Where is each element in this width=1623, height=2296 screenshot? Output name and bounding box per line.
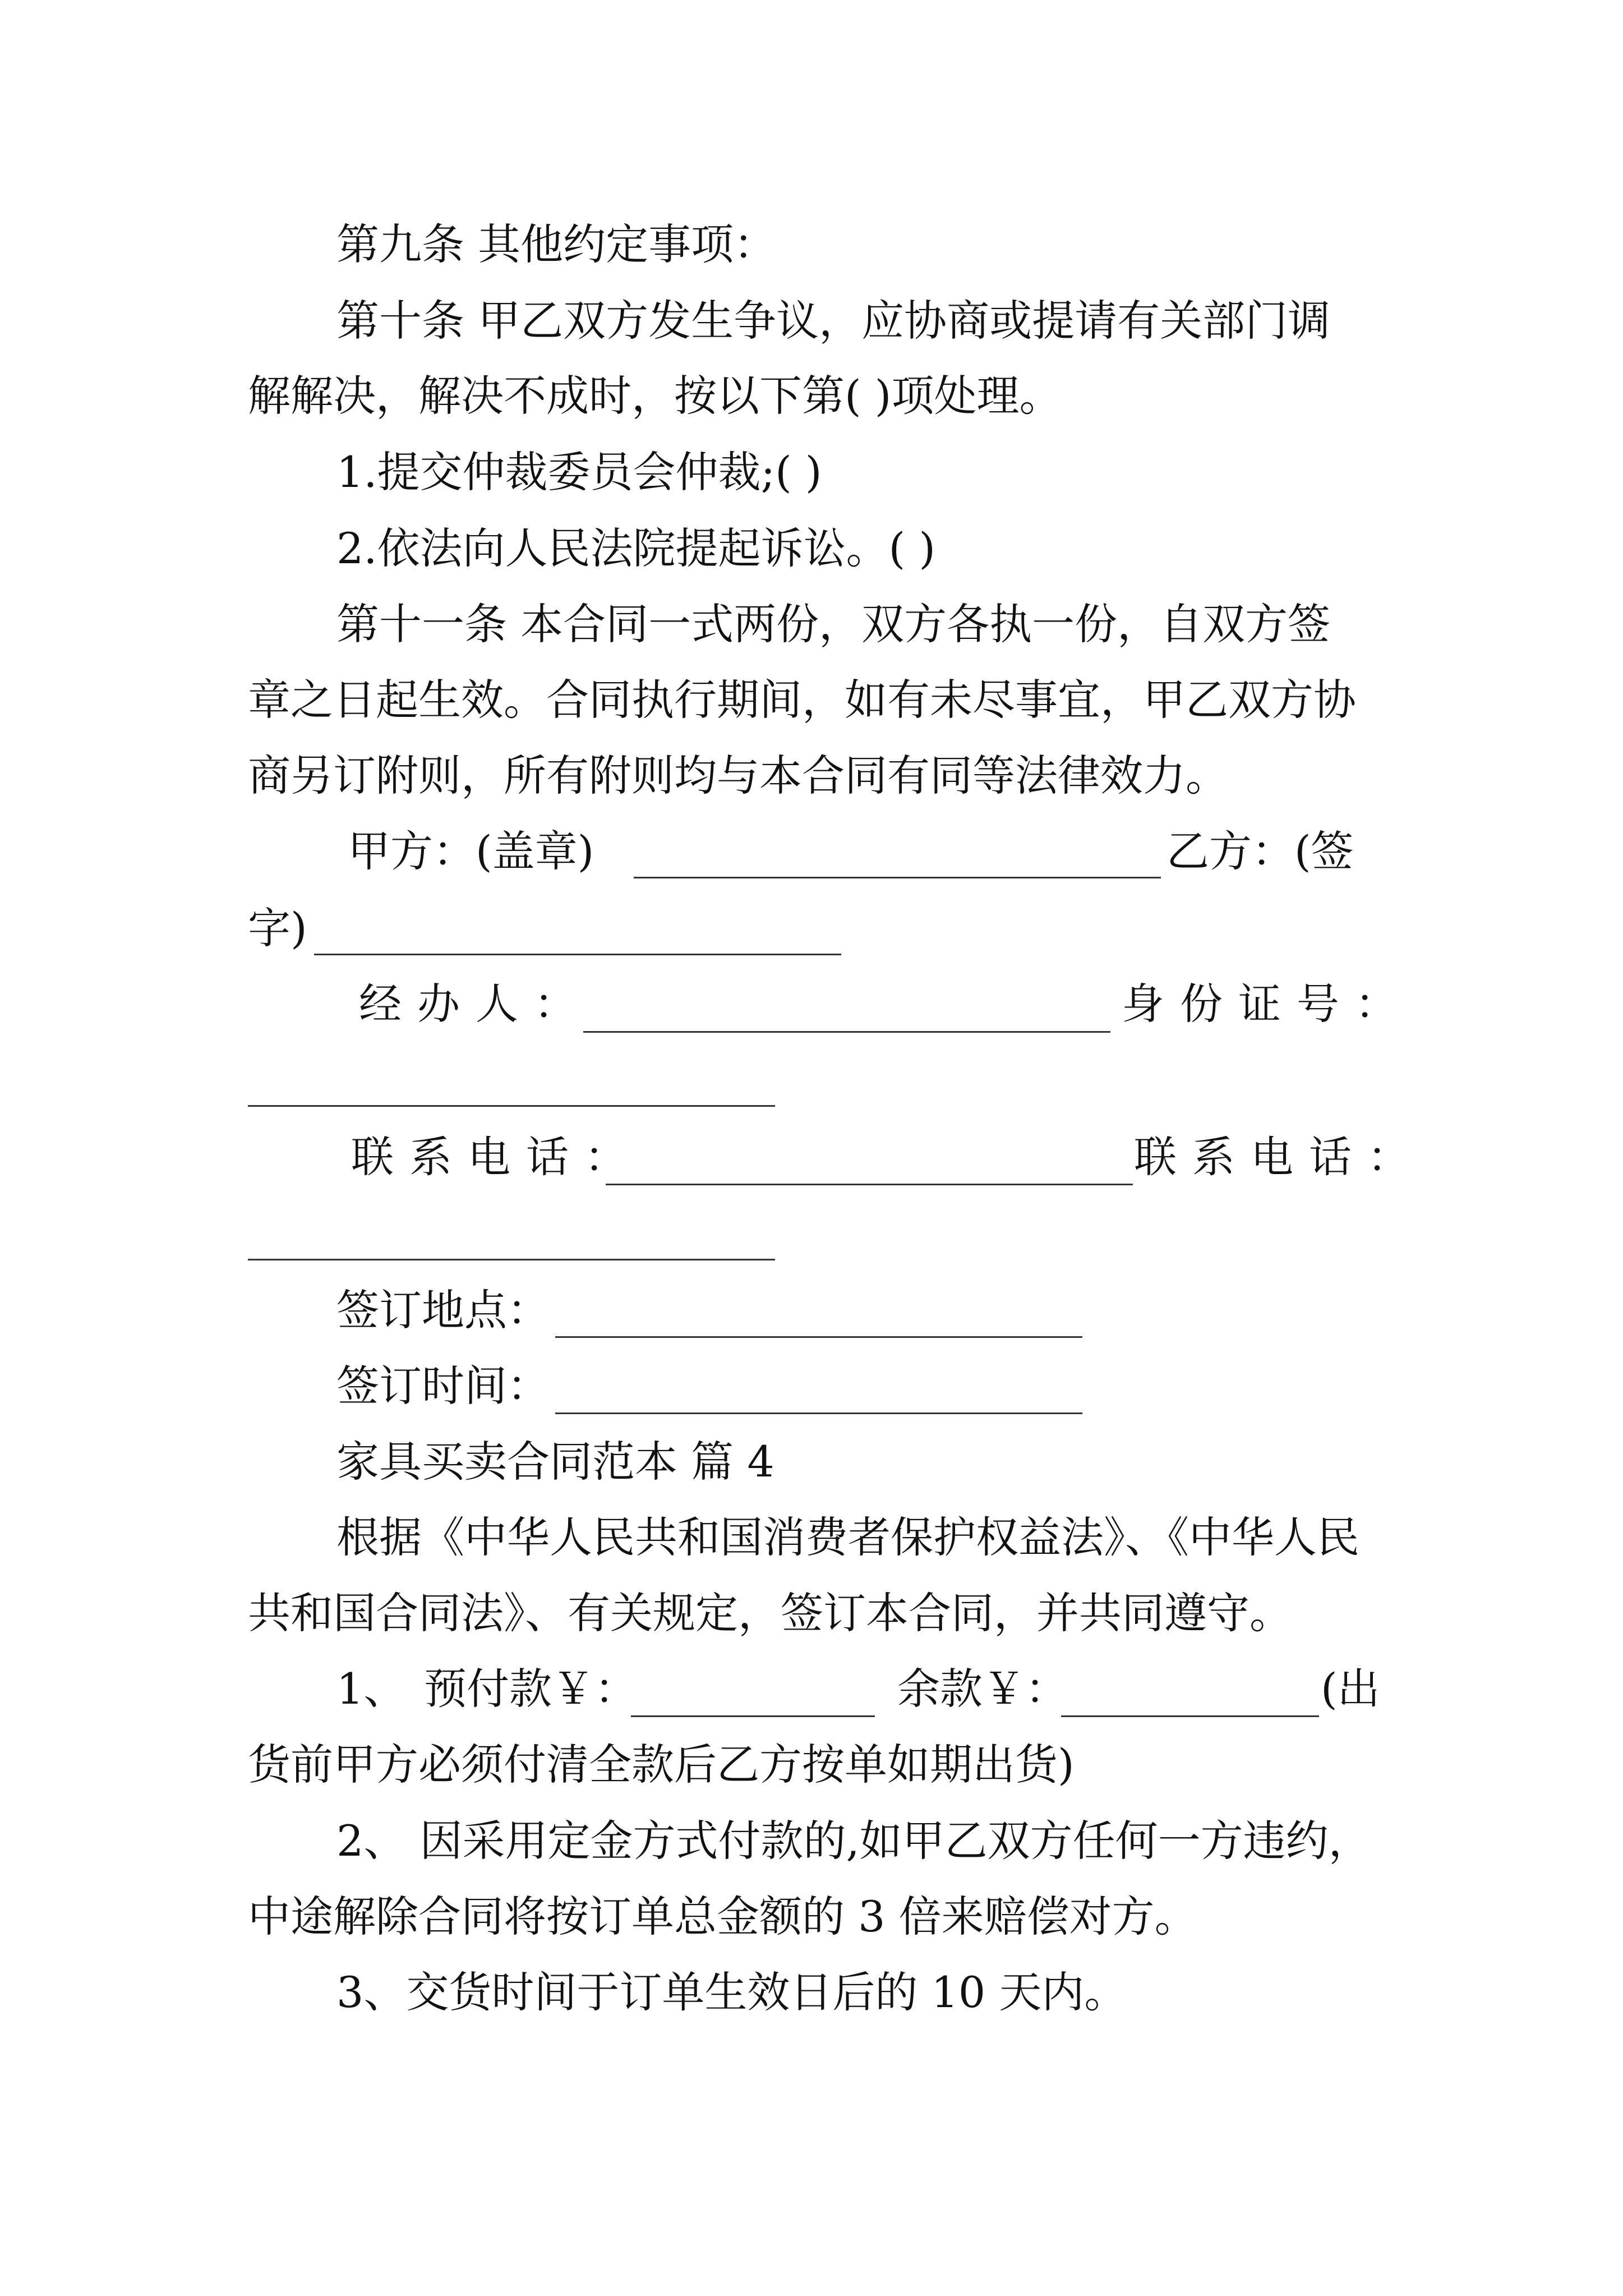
article-10-line-1: 第十条 甲乙双方发生争议，应协商或提请有关部门调 bbox=[336, 296, 1331, 346]
party-b-phone-label: 联系电话： bbox=[1134, 1132, 1426, 1182]
article-10-line-2: 解解决，解决不成时，按以下第( )项处理。 bbox=[248, 371, 1062, 421]
agent-label: 经办人： bbox=[359, 979, 592, 1029]
sign-time-blank bbox=[555, 1412, 1082, 1414]
item-2-line-2: 中途解除合同将按订单总金额的 3 倍来赔偿对方。 bbox=[248, 1892, 1197, 1941]
party-a-label: 甲方：(盖章) bbox=[348, 826, 594, 876]
item-1-prepay-blank bbox=[631, 1715, 875, 1717]
agent-blank bbox=[583, 1031, 1110, 1033]
item-1-balance-label: 余款￥： bbox=[897, 1664, 1068, 1714]
sign-place-label: 签订地点： bbox=[336, 1285, 550, 1335]
item-1-tail: (出 bbox=[1321, 1664, 1380, 1714]
section-title: 家具买卖合同范本 篇 4 bbox=[336, 1437, 774, 1487]
sign-time-label: 签订时间： bbox=[336, 1361, 550, 1411]
party-b-phone-blank bbox=[248, 1259, 775, 1260]
party-a-signature-blank bbox=[634, 877, 1161, 878]
item-2-line-1: 2、 因采用定金方式付款的,如甲乙双方任何一方违约， bbox=[336, 1816, 1371, 1866]
article-9: 第九条 其他约定事项： bbox=[336, 219, 777, 269]
party-a-phone-blank bbox=[606, 1184, 1133, 1185]
item-1-prepay-label: 预付款￥： bbox=[424, 1664, 637, 1714]
party-b-label: 乙方：(签 bbox=[1166, 826, 1354, 876]
article-11-line-3: 商另订附则，所有附则均与本合同有同等法律效力。 bbox=[248, 751, 1228, 800]
id-number-label: 身份证号： bbox=[1122, 979, 1413, 1029]
basis-line-1: 根据《中华人民共和国消费者保护权益法》、《中华人民 bbox=[336, 1512, 1359, 1562]
option-2: 2.依法向人民法院提起诉讼。( ) bbox=[336, 523, 935, 573]
item-1-number: 1、 bbox=[336, 1664, 407, 1714]
article-11-line-1: 第十一条 本合同一式两份，双方各执一份，自双方签 bbox=[336, 599, 1331, 649]
item-1-balance-blank bbox=[1061, 1715, 1319, 1717]
party-a-phone-label: 联系电话： bbox=[351, 1132, 643, 1182]
id-number-blank bbox=[248, 1105, 775, 1107]
option-1: 1.提交仲裁委员会仲裁;( ) bbox=[336, 447, 822, 497]
party-b-label-cont: 字) bbox=[248, 903, 307, 953]
item-3: 3、交货时间于订单生效日后的 10 天内。 bbox=[336, 1967, 1127, 2017]
party-b-signature-blank bbox=[314, 954, 841, 955]
item-1-cont: 货前甲方必须付清全款后乙方按单如期出货) bbox=[248, 1740, 1075, 1789]
article-11-line-2: 章之日起生效。合同执行期间，如有未尽事宜，甲乙双方协 bbox=[248, 675, 1356, 725]
sign-place-blank bbox=[555, 1336, 1082, 1338]
basis-line-2: 共和国合同法》、有关规定，签订本合同，并共同遵守。 bbox=[248, 1588, 1292, 1638]
